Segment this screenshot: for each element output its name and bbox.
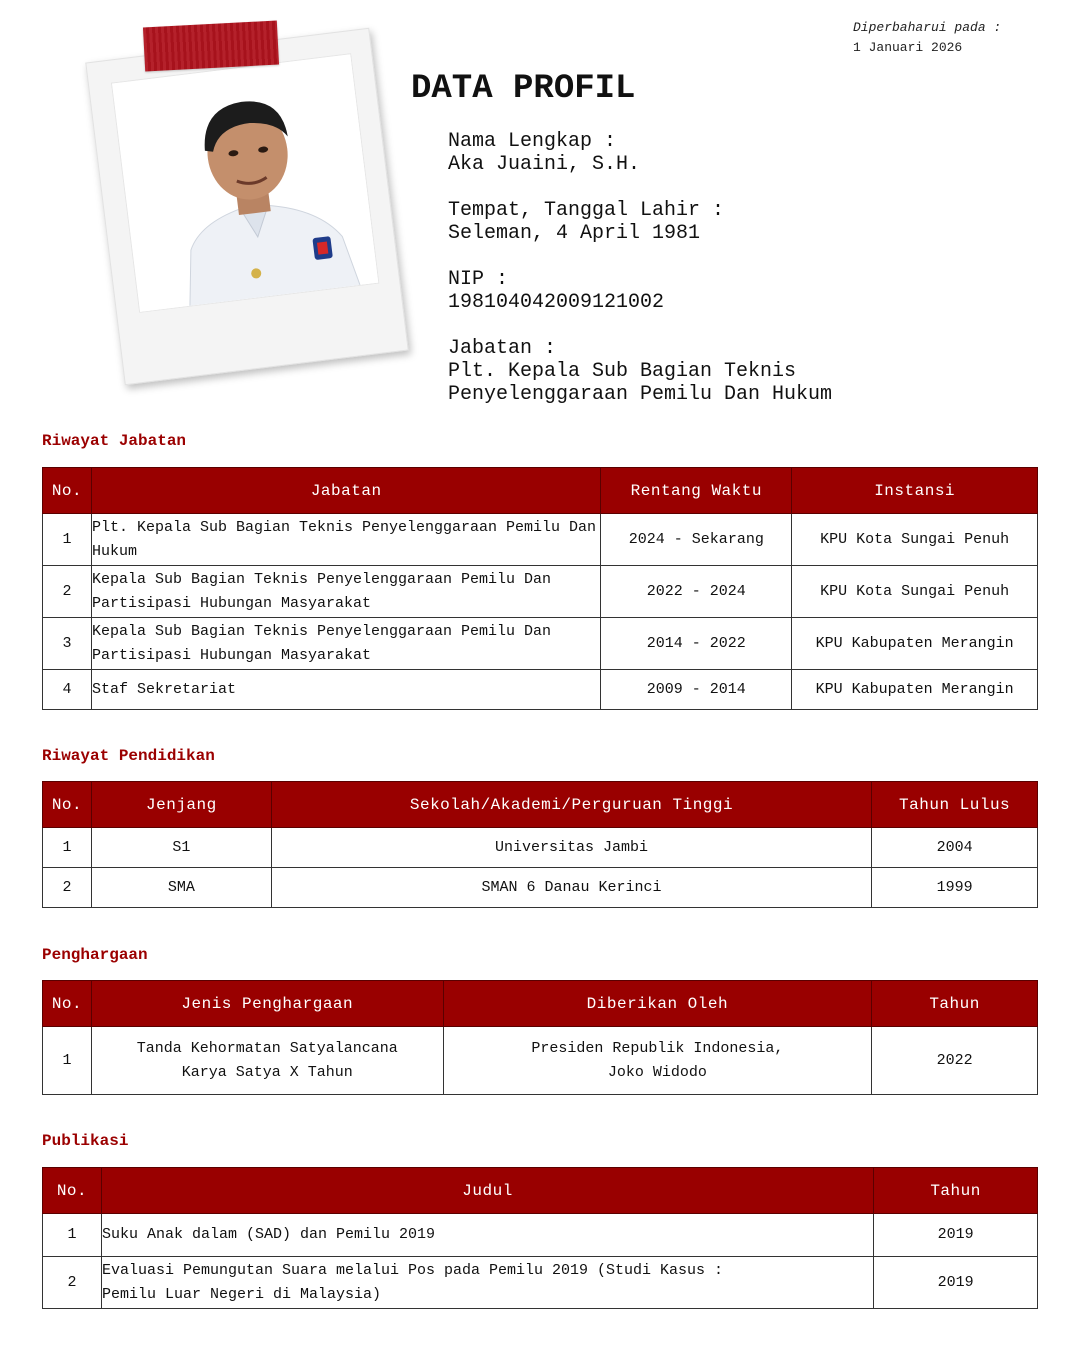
position-label: Jabatan : <box>448 337 557 360</box>
table-header-row <box>43 468 1038 514</box>
tape-decoration <box>143 21 279 72</box>
table-cell: 2019 <box>874 1257 1038 1309</box>
table-cell: 2019 <box>874 1214 1038 1257</box>
table-cell: Plt. Kepala Sub Bagian Teknis Penyelenggaraan Pemilu Dan Hukum <box>91 514 600 566</box>
header-cell: Tahun <box>872 981 1038 1027</box>
table-row <box>43 828 1038 868</box>
table-cell: 2 <box>43 1257 102 1309</box>
table-cell: Presiden Republik Indonesia, Joko Widodo <box>443 1027 872 1095</box>
table-header-row <box>43 981 1038 1027</box>
table-cell: 1 <box>43 1214 102 1257</box>
table-cell: 3 <box>43 618 92 670</box>
table-cell: 2004 <box>872 828 1038 868</box>
table-cell: 2009 - 2014 <box>601 670 792 710</box>
birth-value: Seleman, 4 April 1981 <box>448 222 701 245</box>
table-row <box>43 1214 1038 1257</box>
table-cell: Kepala Sub Bagian Teknis Penyelenggaraan Pemilu Dan Partisipasi Hubungan Masyarakat <box>91 566 600 618</box>
table-cell: Tanda Kehormatan Satyalancana Karya Satya X Tahun <box>91 1027 443 1095</box>
table-pendidikan <box>42 781 1038 908</box>
updated-date: 1 Januari 2026 <box>853 40 963 55</box>
header-cell: No. <box>43 468 92 514</box>
table-cell: SMA <box>91 868 271 908</box>
table-cell: Suku Anak dalam (SAD) dan Pemilu 2019 <box>101 1214 873 1257</box>
header-cell: Rentang Waktu <box>601 468 792 514</box>
section-title-pendidikan: Riwayat Pendidikan <box>42 747 215 765</box>
table-row <box>43 1257 1038 1309</box>
table-cell: 1 <box>43 1027 92 1095</box>
table-row <box>43 566 1038 618</box>
table-cell: 2022 <box>872 1027 1038 1095</box>
header-cell: Diberikan Oleh <box>443 981 872 1027</box>
person-photo-icon <box>112 54 379 313</box>
table-row <box>43 1027 1038 1095</box>
table-cell: Universitas Jambi <box>271 828 871 868</box>
table-publikasi <box>42 1167 1038 1309</box>
section-title-penghargaan: Penghargaan <box>42 946 148 964</box>
profile-info <box>448 130 832 429</box>
nip-value: 198104042009121002 <box>448 291 665 314</box>
table-cell: KPU Kota Sungai Penuh <box>792 514 1038 566</box>
table-cell: Staf Sekretariat <box>91 670 600 710</box>
table-cell: KPU Kota Sungai Penuh <box>792 566 1038 618</box>
table-cell: SMAN 6 Danau Kerinci <box>271 868 871 908</box>
name-value: Aka Juaini, S.H. <box>448 153 641 176</box>
table-row <box>43 618 1038 670</box>
header-cell: Jenjang <box>91 782 271 828</box>
table-cell: 1999 <box>872 868 1038 908</box>
header-cell: No. <box>43 981 92 1027</box>
section-title-jabatan: Riwayat Jabatan <box>42 432 187 450</box>
table-row <box>43 514 1038 566</box>
table-cell: KPU Kabupaten Merangin <box>792 618 1038 670</box>
header-cell: Sekolah/Akademi/Perguruan Tinggi <box>271 782 871 828</box>
header-cell: Jabatan <box>91 468 600 514</box>
birth-label: Tempat, Tanggal Lahir : <box>448 199 725 222</box>
table-jabatan <box>42 467 1038 710</box>
header-cell: Judul <box>101 1168 873 1214</box>
table-row <box>43 670 1038 710</box>
name-label: Nama Lengkap : <box>448 130 617 153</box>
updated-label: Diperbaharui pada : <box>853 20 1002 35</box>
table-cell: Kepala Sub Bagian Teknis Penyelenggaraan Pemilu Dan Partisipasi Hubungan Masyarakat <box>91 618 600 670</box>
header-cell: Instansi <box>792 468 1038 514</box>
header-cell: No. <box>43 782 92 828</box>
table-cell: 4 <box>43 670 92 710</box>
page-title: DATA PROFIL <box>411 70 636 108</box>
position-value-line2: Penyelenggaraan Pemilu Dan Hukum <box>448 383 833 406</box>
profile-photo <box>111 53 379 313</box>
header-cell: No. <box>43 1168 102 1214</box>
table-row <box>43 868 1038 908</box>
table-cell: 2 <box>43 868 92 908</box>
table-header-row <box>43 782 1038 828</box>
updated-info <box>853 18 1001 58</box>
table-cell: Evaluasi Pemungutan Suara melalui Pos pada Pemilu 2019 (Studi Kasus : Pemilu Luar Negeri di Malaysia) <box>101 1257 873 1309</box>
table-cell: 1 <box>43 828 92 868</box>
table-cell: S1 <box>91 828 271 868</box>
table-header-row <box>43 1168 1038 1214</box>
header-cell: Tahun Lulus <box>872 782 1038 828</box>
table-penghargaan <box>42 980 1038 1095</box>
section-title-publikasi: Publikasi <box>42 1132 129 1150</box>
table-cell: KPU Kabupaten Merangin <box>792 670 1038 710</box>
nip-label: NIP : <box>448 268 509 291</box>
table-cell: 2024 - Sekarang <box>601 514 792 566</box>
profile-photo-frame <box>85 28 408 385</box>
table-cell: 2 <box>43 566 92 618</box>
table-cell: 2014 - 2022 <box>601 618 792 670</box>
header-cell: Jenis Penghargaan <box>91 981 443 1027</box>
table-cell: 2022 - 2024 <box>601 566 792 618</box>
table-cell: 1 <box>43 514 92 566</box>
header-cell: Tahun <box>874 1168 1038 1214</box>
position-value-line1: Plt. Kepala Sub Bagian Teknis <box>448 360 797 383</box>
